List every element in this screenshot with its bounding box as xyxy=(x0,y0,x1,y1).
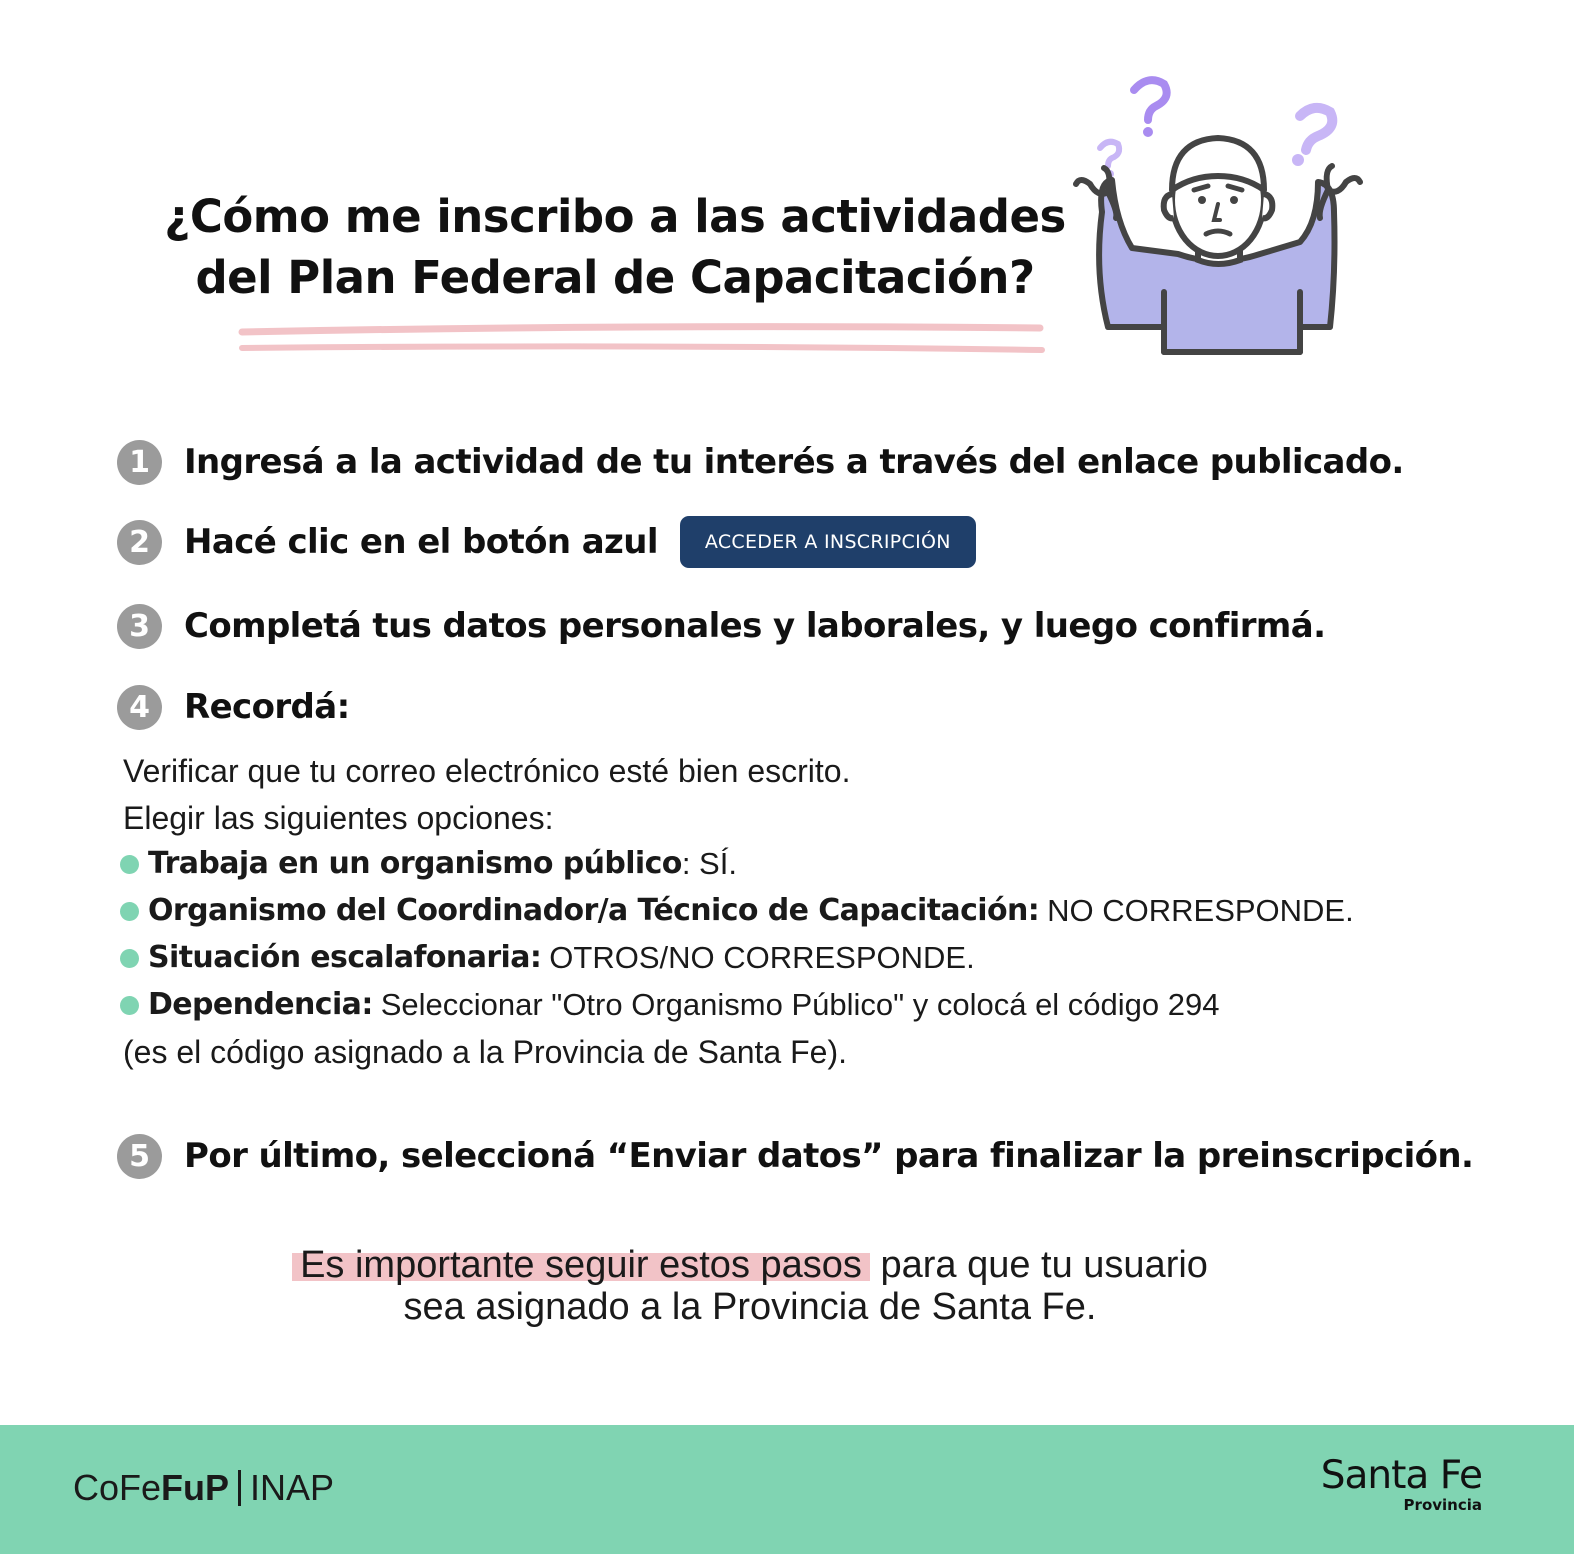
step-number-3: 3 xyxy=(117,604,162,649)
step-4 xyxy=(117,683,350,731)
closing-line-2: sea asignado a la Provincia de Santa Fe. xyxy=(403,1286,1097,1328)
logo-provincia: Provincia xyxy=(1403,1496,1482,1514)
option-value: Seleccionar "Otro Organismo Público" y colocá el código 294 xyxy=(380,987,1220,1022)
option-value: NO CORRESPONDE. xyxy=(1047,893,1354,928)
confused-person-illustration xyxy=(1068,72,1368,362)
logo-cofe: CoFe xyxy=(73,1467,162,1508)
option-value: OTROS/NO CORRESPONDE. xyxy=(549,940,975,975)
option-item xyxy=(120,935,975,981)
step-2 xyxy=(117,518,976,566)
closing-highlight: Es importante seguir estos pasos xyxy=(292,1244,870,1286)
step-3 xyxy=(117,602,1325,650)
logo-inap: INAP xyxy=(250,1467,335,1508)
cofefup-inap-logo xyxy=(73,1467,334,1509)
title-line-1: ¿Cómo me inscribo a las actividades xyxy=(164,190,1066,243)
option-continuation: (es el código asignado a la Provincia de Santa Fe). xyxy=(123,1034,847,1070)
dot-bullet-icon xyxy=(120,902,139,921)
reminder-email-line: Verificar que tu correo electrónico esté bien escrito. xyxy=(123,753,851,789)
dot-bullet-icon xyxy=(120,855,139,874)
santa-fe-logo xyxy=(1321,1455,1482,1513)
dot-bullet-icon xyxy=(120,949,139,968)
page-title xyxy=(150,186,1080,308)
option-item xyxy=(120,888,1354,934)
footer-bar xyxy=(0,1425,1574,1554)
step-number-4: 4 xyxy=(117,685,162,730)
step-text-5: Por último, seleccioná “Enviar datos” para finalizar la preinscripción. xyxy=(184,1136,1474,1176)
closing-rest: para que tu usuario xyxy=(880,1244,1208,1286)
step-text-4: Recordá: xyxy=(184,687,350,727)
option-item xyxy=(120,982,1220,1028)
step-text-2: Hacé clic en el botón azul xyxy=(184,522,658,562)
option-label: Dependencia: xyxy=(148,987,373,1022)
logo-fup: FuP xyxy=(161,1467,230,1508)
option-label: Organismo del Coordinador/a Técnico de Capacitación: xyxy=(148,893,1040,928)
title-line-2: del Plan Federal de Capacitación? xyxy=(195,251,1035,304)
step-text-3: Completá tus datos personales y laborales, y luego confirmá. xyxy=(184,606,1326,646)
step-text-1: Ingresá a la actividad de tu interés a través del enlace publicado. xyxy=(184,442,1404,482)
option-item xyxy=(120,841,737,887)
step-number-5: 5 xyxy=(117,1134,162,1179)
logo-divider xyxy=(238,1470,241,1506)
step-number-2: 2 xyxy=(117,520,162,565)
dot-bullet-icon xyxy=(120,996,139,1015)
logo-santa-fe: Santa Fe xyxy=(1320,1453,1482,1498)
step-5 xyxy=(117,1132,1473,1180)
option-label: Trabaja en un organismo público xyxy=(148,846,682,881)
reminder-options-intro: Elegir las siguientes opciones: xyxy=(123,800,554,836)
title-underline-stroke xyxy=(238,320,1048,360)
option-value: : SÍ. xyxy=(681,846,737,881)
closing-message xyxy=(0,1244,1500,1328)
option-label: Situación escalafonaria: xyxy=(148,940,542,975)
acceder-inscripcion-button[interactable]: ACCEDER A INSCRIPCIÓN xyxy=(680,516,976,568)
step-1 xyxy=(117,438,1404,486)
step-number-1: 1 xyxy=(117,440,162,485)
